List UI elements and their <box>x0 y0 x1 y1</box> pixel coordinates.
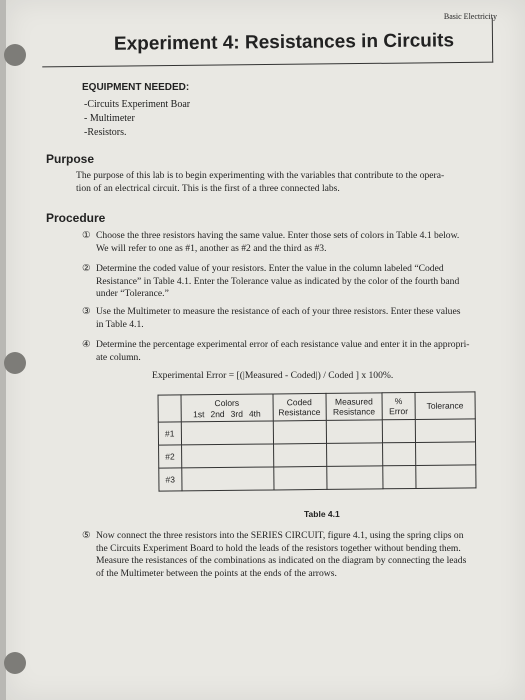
page-title: Experiment 4: Resistances in Circuits <box>113 30 455 55</box>
colors-header <box>181 394 274 422</box>
text-line: of the Multimeter between the points at the ends of the arrows. <box>96 567 337 579</box>
table-cell[interactable] <box>326 443 383 467</box>
header-line: Coded <box>286 397 312 408</box>
table-cell[interactable] <box>415 442 476 466</box>
purpose-text <box>76 170 444 195</box>
equipment-list <box>84 98 190 140</box>
procedure-step-3 <box>82 306 496 331</box>
binder-hole-bottom <box>4 652 26 674</box>
color-band-label: 1st <box>193 408 205 419</box>
table-cell[interactable] <box>273 443 326 467</box>
header-line: Resistance <box>332 406 376 417</box>
tolerance-header: Tolerance <box>415 392 476 420</box>
color-band-label: 3rd <box>230 408 243 419</box>
table-row <box>159 465 476 491</box>
text-line: Resistance” in Table 4.1. Enter the Tolerance value as indicated by the color of the fourth band <box>96 275 460 287</box>
step-number: ② <box>82 263 91 274</box>
header-line: % <box>394 396 403 407</box>
row-label: #1 <box>158 422 181 445</box>
binder-hole-middle <box>4 352 26 374</box>
text-line: Determine the percentage experimental error of each resistance value and enter it in the appropri- <box>96 339 470 350</box>
table-row <box>159 442 476 468</box>
text-line: Use the Multimeter to measure the resistance of each of your three resistors. Enter these values <box>96 306 461 317</box>
coded-resistance-header <box>273 393 326 421</box>
procedure-step-1 <box>82 230 496 255</box>
text-line: Choose the three resistors having the same value. Enter those sets of colors in Table 4.1 below. <box>96 230 460 241</box>
header-line: Resistance <box>278 406 321 418</box>
step-number: ① <box>82 230 91 241</box>
table-cell[interactable] <box>181 467 273 491</box>
equipment-item: -Circuits Experiment Boar <box>84 99 191 110</box>
color-band-label: 4th <box>248 408 261 419</box>
measured-resistance-header <box>326 393 383 421</box>
procedure-step-2 <box>82 263 496 301</box>
header-label: Basic Electricity <box>443 12 497 21</box>
step-number: ⑤ <box>82 530 91 541</box>
document-page <box>6 0 525 700</box>
procedure-heading: Procedure <box>46 211 106 225</box>
error-header <box>382 392 415 419</box>
text-line: tion of an electrical circuit. This is the first of a three connected labs. <box>76 182 340 194</box>
table-cell[interactable] <box>383 465 416 488</box>
color-band-label: 2nd <box>210 408 225 419</box>
table-cell[interactable] <box>415 419 476 443</box>
table-cell[interactable] <box>326 420 383 444</box>
table-cell[interactable] <box>181 421 273 445</box>
row-label: #3 <box>159 468 182 491</box>
text-line: the Circuits Experiment Board to hold the leads of the resistors together without bending them. <box>96 542 461 554</box>
procedure-step-5 <box>82 530 496 580</box>
table-cell[interactable] <box>415 465 476 489</box>
header-line: Error <box>389 406 409 417</box>
table-cell[interactable] <box>383 442 416 465</box>
text-line: Determine the coded value of your resistors. Enter the value in the column labeled “Coded <box>96 263 444 274</box>
table-cell[interactable] <box>326 466 383 490</box>
table-cell[interactable] <box>181 444 273 468</box>
text-line: under “Tolerance.” <box>96 288 169 299</box>
equipment-item: -Resistors. <box>84 127 127 138</box>
text-line: in Table 4.1. <box>96 318 144 330</box>
row-label-header <box>158 395 181 422</box>
table-row <box>158 419 475 445</box>
table-cell[interactable] <box>273 420 326 444</box>
text-line: We will refer to one as #1, another as #2 and the third as #3. <box>96 242 327 254</box>
table-cell[interactable] <box>382 419 415 442</box>
table-cell[interactable] <box>274 466 327 490</box>
text-line: Now connect the three resistors into the SERIES CIRCUIT, figure 4.1, using the spring clips on <box>96 530 464 541</box>
colors-label: Colors <box>214 397 240 408</box>
text-line: Measure the resistances of the combinations as indicated on the diagram by connecting the leads <box>96 555 467 566</box>
table-header-row <box>158 392 475 422</box>
step-number: ③ <box>82 306 91 317</box>
equipment-item: - Multimeter <box>84 113 135 124</box>
equipment-heading: EQUIPMENT NEEDED: <box>82 82 190 93</box>
results-table <box>158 391 477 491</box>
binder-hole-top <box>4 44 26 66</box>
header-line: Measured <box>334 396 373 407</box>
table-caption: Table 4.1 <box>304 509 340 519</box>
step-number: ④ <box>82 339 91 350</box>
text-line: The purpose of this lab is to begin experimenting with the variables that contribute to the opera- <box>76 170 445 181</box>
purpose-heading: Purpose <box>46 152 95 166</box>
text-line: ate column. <box>96 351 141 363</box>
error-formula: Experimental Error = [(|Measured - Coded|) / Coded ] x 100%. <box>152 370 394 381</box>
row-label: #2 <box>159 445 182 468</box>
procedure-step-4 <box>82 339 496 364</box>
